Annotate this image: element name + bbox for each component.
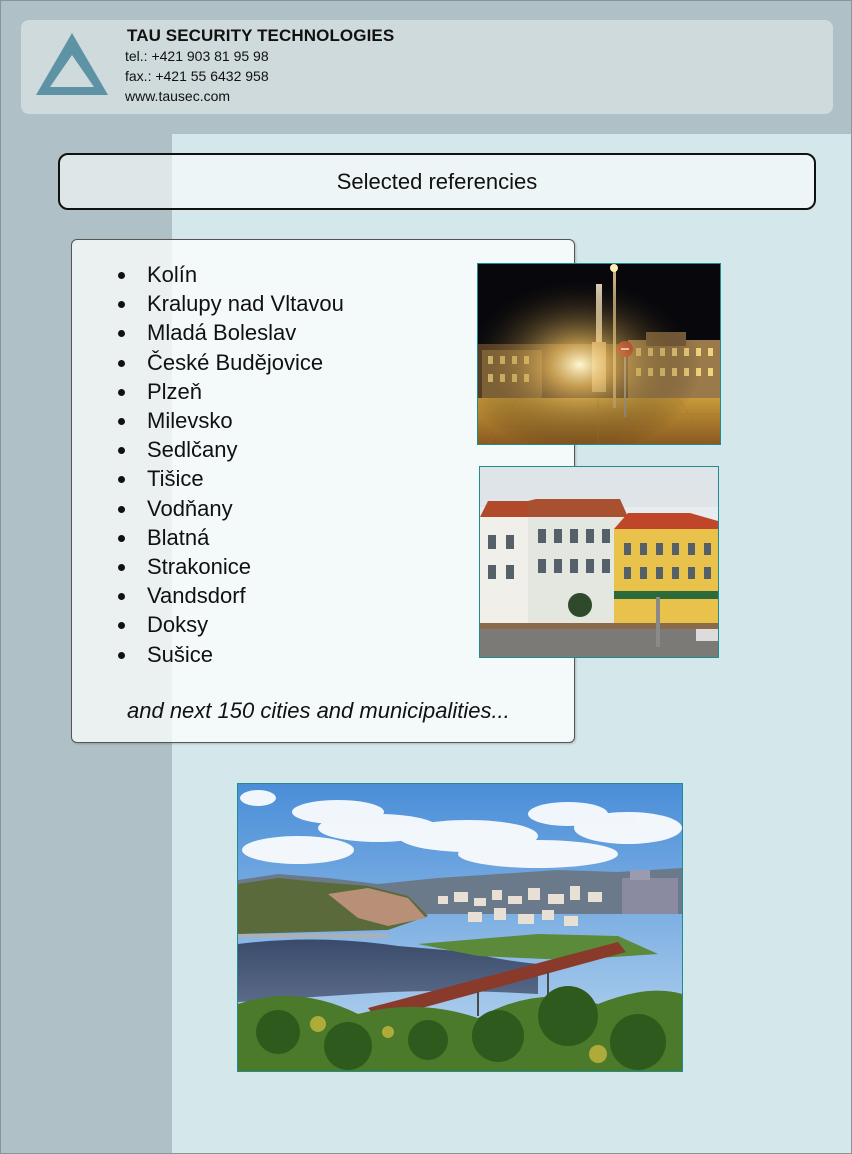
river-panorama-photo xyxy=(237,783,683,1072)
page-title-box xyxy=(58,153,816,210)
more-cities-note: and next 150 cities and municipalities... xyxy=(127,698,510,723)
city-list xyxy=(116,260,344,669)
list-item: Mladá Boleslav xyxy=(116,318,344,347)
website-link[interactable]: www.tausec.com xyxy=(125,88,231,104)
list-item: Kolín xyxy=(116,260,344,289)
list-item: Vandsdorf xyxy=(116,581,344,610)
list-item: Vodňany xyxy=(116,494,344,523)
list-item: Blatná xyxy=(116,523,344,552)
fax-number: fax.: +421 55 6432 958 xyxy=(125,68,269,84)
list-item: Plzeň xyxy=(116,377,344,406)
list-item: Tišice xyxy=(116,464,344,493)
list-item: Strakonice xyxy=(116,552,344,581)
page-title: Selected referencies xyxy=(336,168,538,194)
list-item: Sušice xyxy=(116,640,344,669)
night-square-photo xyxy=(477,263,721,445)
list-item: Milevsko xyxy=(116,406,344,435)
list-item: Sedlčany xyxy=(116,435,344,464)
phone-number: tel.: +421 903 81 95 98 xyxy=(125,48,269,64)
list-item: České Budějovice xyxy=(116,348,344,377)
list-item: Kralupy nad Vltavou xyxy=(116,289,344,318)
tau-logo-icon xyxy=(34,31,110,97)
town-square-photo xyxy=(479,466,719,658)
list-item: Doksy xyxy=(116,610,344,639)
company-name: TAU SECURITY TECHNOLOGIES xyxy=(127,26,395,45)
